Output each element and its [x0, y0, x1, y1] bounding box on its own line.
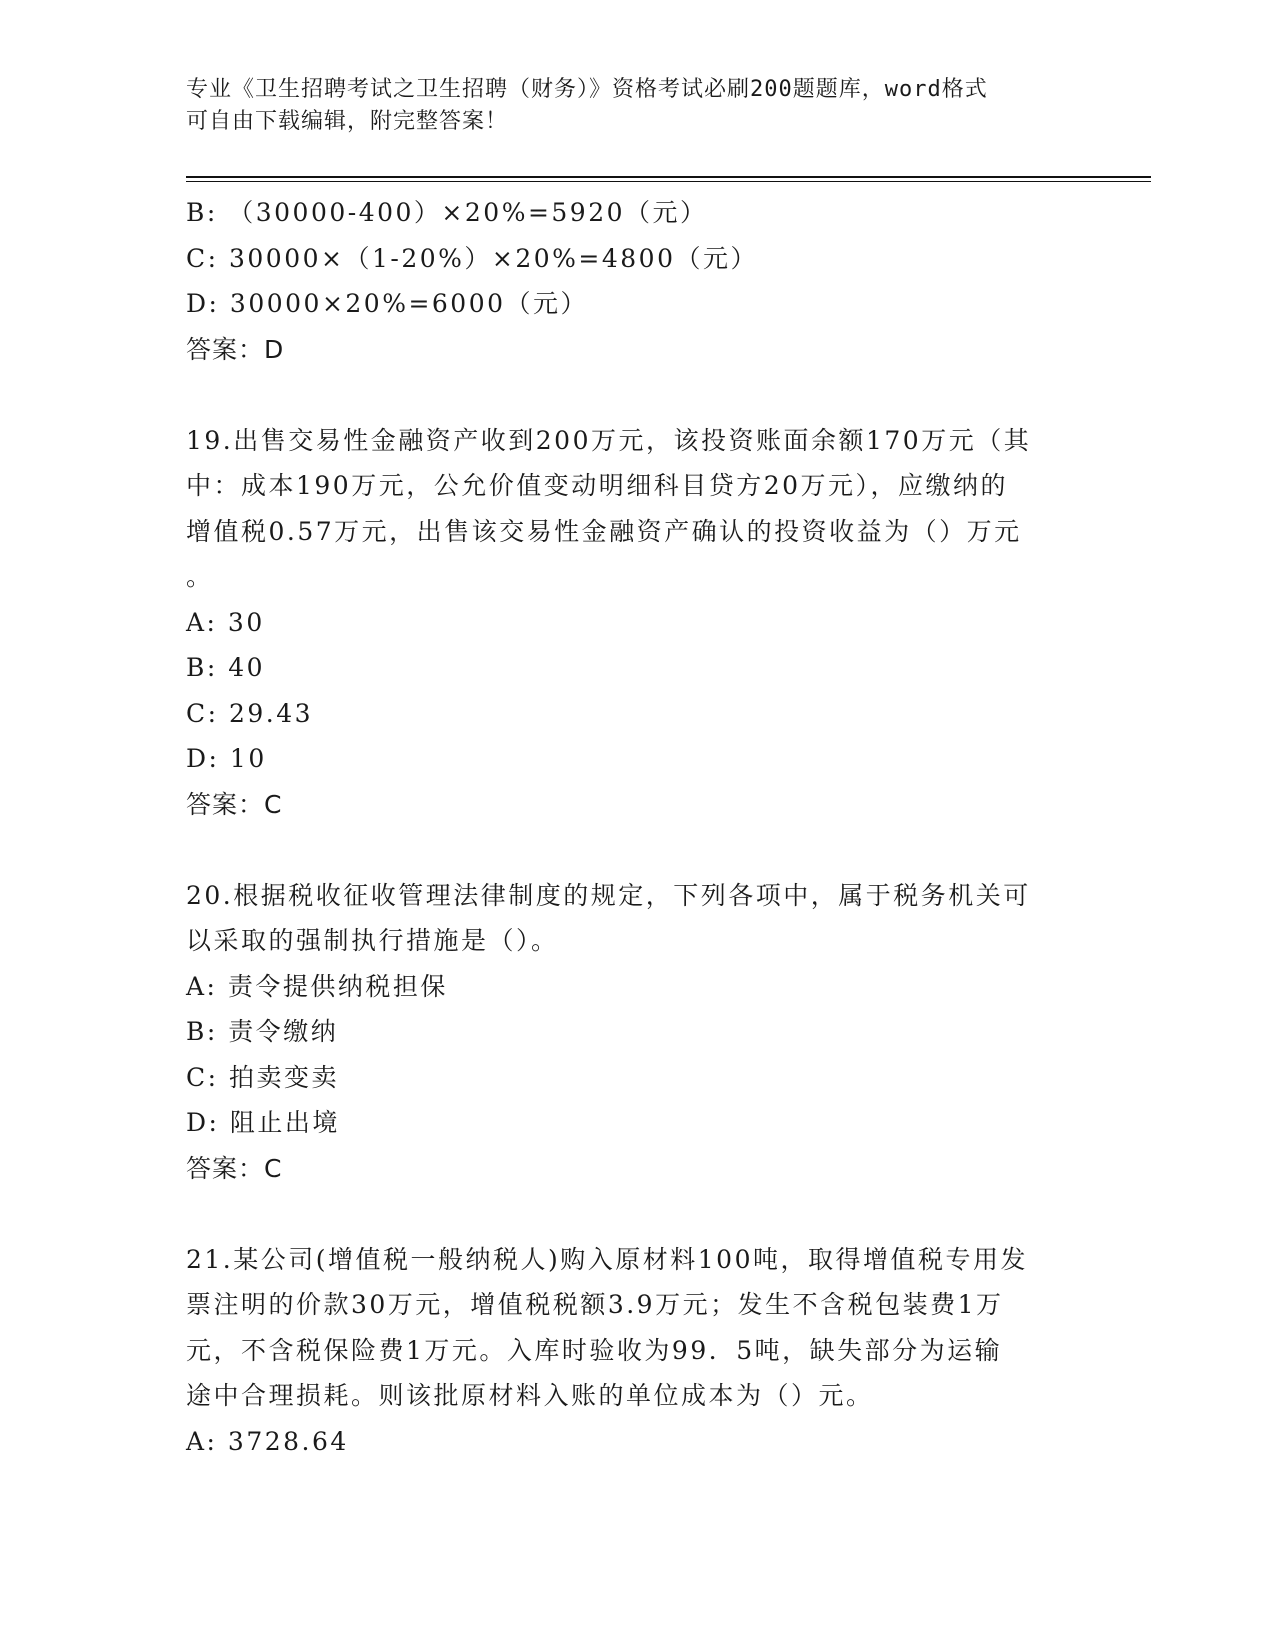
- question-stem-line: 19.出售交易性金融资产收到200万元，该投资账面余额170万元（其: [186, 425, 1032, 455]
- option-b: B: （30000-400）×20%=5920（元）: [186, 198, 708, 227]
- question-21: [186, 1237, 1076, 1465]
- option-c: C: 29.43: [186, 698, 314, 728]
- question-stem-line: 票注明的价款30万元，增值税税额3.9万元；发生不含税包装费1万: [186, 1290, 1004, 1319]
- option-a: A: 3728.64: [186, 1426, 349, 1456]
- option-d: D: 30000×20%=6000（元）: [186, 289, 589, 318]
- option-d: D: 阻止出境: [186, 1108, 340, 1137]
- answer-line: 答案：D: [186, 334, 285, 364]
- question-stem-line: 。: [186, 562, 214, 591]
- question-stem-line: 21.某公司(增值税一般纳税人)购入原材料100吨，取得增值税专用发: [186, 1244, 1028, 1274]
- spacer: [186, 1191, 1076, 1237]
- question-19: [186, 418, 1076, 828]
- question-stem-line: 20.根据税收征收管理法律制度的规定，下列各项中，属于税务机关可: [186, 880, 1031, 910]
- answer-line: 答案：C: [186, 789, 283, 819]
- header-divider-thick: [186, 176, 1151, 178]
- header-divider-thin: [186, 181, 1151, 182]
- spacer: [186, 372, 1076, 418]
- header-line-2: 可自由下载编辑，附完整答案！: [186, 109, 509, 134]
- answer-line: 答案：C: [186, 1153, 283, 1183]
- option-a: A: 责令提供纳税担保: [186, 971, 448, 1001]
- question-stem-line: 以采取的强制执行措施是（）。: [186, 926, 559, 955]
- question-20: [186, 873, 1076, 1192]
- question-stem-line: 途中合理损耗。则该批原材料入账的单位成本为（）元。: [186, 1381, 874, 1410]
- question-stem-line: 增值税0.57万元，出售该交易性金融资产确认的投资收益为（）万元: [186, 516, 1022, 546]
- header-line-1: 专业《卫生招聘考试之卫生招聘（财务）》资格考试必刷200题题库，word格式: [186, 77, 988, 102]
- option-d: D: 10: [186, 744, 267, 773]
- option-a: A: 30: [186, 607, 265, 637]
- option-c: C: 拍卖变卖: [186, 1062, 339, 1092]
- question-18-tail: [186, 190, 1076, 372]
- spacer: [186, 827, 1076, 873]
- document-body: [186, 190, 1076, 1464]
- option-b: B: 40: [186, 653, 266, 682]
- option-b: B: 责令缴纳: [186, 1017, 339, 1046]
- question-stem-line: 中：成本190万元，公允价值变动明细科目贷方20万元），应缴纳的: [186, 471, 1009, 500]
- option-c: C: 30000×（1-20%）×20%=4800（元）: [186, 243, 758, 273]
- question-stem-line: 元，不含税保险费1万元。入库时验收为99．5吨，缺失部分为运输: [186, 1335, 1003, 1365]
- page-header: [186, 74, 1066, 138]
